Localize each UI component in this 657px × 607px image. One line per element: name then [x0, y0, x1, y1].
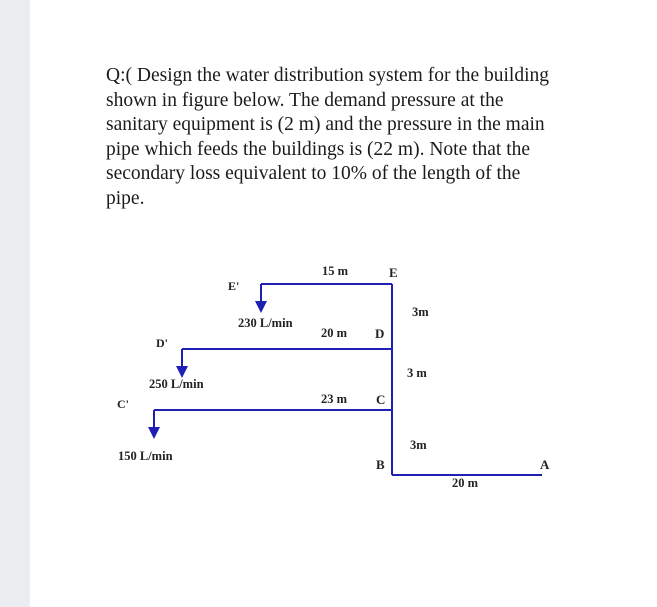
length-c-branch: 23 m: [321, 392, 348, 406]
flow-e-prime: 230 L/min: [238, 316, 293, 330]
length-d-branch: 20 m: [321, 326, 348, 340]
node-d-prime-label: D': [156, 336, 168, 350]
question-line-2: shown in figure below. The demand pressure at the: [106, 89, 504, 111]
question-line-1: Q:( Design the water distribution system for the building: [106, 65, 550, 86]
node-b-label: B: [376, 457, 385, 472]
question-line-3: sanitary equipment is (2 m) and the pressure in the main: [106, 114, 545, 136]
length-main-ab: 20 m: [452, 476, 479, 490]
length-riser-cd: 3 m: [407, 366, 427, 380]
question-line-4: pipe which feeds the buildings is (22 m). Note that the: [106, 138, 531, 160]
length-e-branch: 15 m: [322, 264, 349, 278]
node-e-label: E: [389, 265, 398, 280]
node-e-prime-label: E': [228, 279, 240, 293]
question-line-5: secondary loss equivalent to 10% of the length of the: [106, 163, 521, 185]
length-riser-de: 3m: [412, 305, 429, 319]
node-c-prime-label: C': [117, 397, 129, 411]
question-line-6: pipe.: [106, 187, 145, 209]
node-d-label: D: [375, 326, 385, 341]
flow-d-prime: 250 L/min: [149, 377, 204, 391]
length-riser-bc: 3m: [410, 438, 427, 452]
node-a-label: A: [540, 457, 550, 472]
flow-c-prime: 150 L/min: [118, 449, 173, 463]
node-c-label: C: [376, 392, 386, 407]
